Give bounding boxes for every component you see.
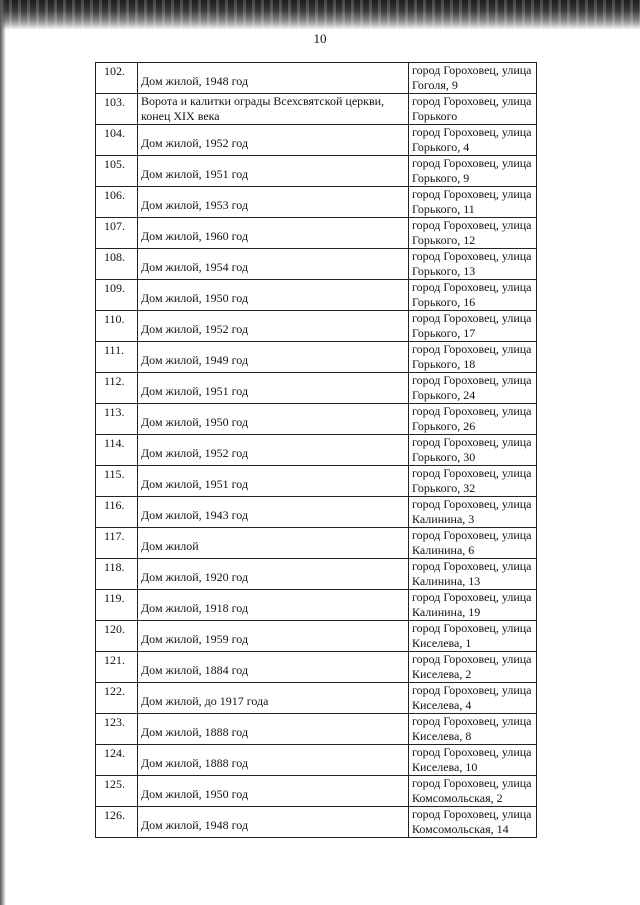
row-number-cell: 104. (96, 125, 138, 156)
table-row (96, 63, 537, 94)
row-number-cell: 114. (96, 435, 138, 466)
object-name-cell: Дом жилой, 1950 год (138, 776, 409, 807)
table-row (96, 404, 537, 435)
table-row (96, 652, 537, 683)
row-number-cell: 119. (96, 590, 138, 621)
row-number-cell: 118. (96, 559, 138, 590)
row-number-cell: 124. (96, 745, 138, 776)
object-name-cell: Дом жилой, 1951 год (138, 156, 409, 187)
address-cell: город Гороховец, улица Горького, 26 (409, 404, 537, 435)
row-number-cell: 120. (96, 621, 138, 652)
table-row (96, 342, 537, 373)
scan-shadow-left (0, 0, 6, 905)
object-name-cell: Дом жилой, 1952 год (138, 435, 409, 466)
address-cell: город Гороховец, улица Калинина, 6 (409, 528, 537, 559)
table-body (96, 63, 537, 838)
row-number-cell: 117. (96, 528, 138, 559)
row-number-cell: 108. (96, 249, 138, 280)
row-number-cell: 123. (96, 714, 138, 745)
table-row (96, 280, 537, 311)
address-cell: город Гороховец, улица Калинина, 3 (409, 497, 537, 528)
address-cell: город Гороховец, улица Комсомольская, 14 (409, 807, 537, 838)
object-name-cell: Дом жилой, 1948 год (138, 63, 409, 94)
table-row (96, 156, 537, 187)
table-row (96, 528, 537, 559)
address-cell: город Гороховец, улица Киселева, 2 (409, 652, 537, 683)
row-number-cell: 110. (96, 311, 138, 342)
row-number-cell: 115. (96, 466, 138, 497)
address-cell: город Гороховец, улица Горького, 16 (409, 280, 537, 311)
address-cell: город Гороховец, улица Калинина, 19 (409, 590, 537, 621)
address-cell: город Гороховец, улица Горького, 4 (409, 125, 537, 156)
object-name-cell: Дом жилой, до 1917 года (138, 683, 409, 714)
table-row (96, 125, 537, 156)
row-number-cell: 111. (96, 342, 138, 373)
address-cell: город Гороховец, улица Горького, 30 (409, 435, 537, 466)
row-number-cell: 105. (96, 156, 138, 187)
row-number-cell: 125. (96, 776, 138, 807)
object-name-cell: Дом жилой (138, 528, 409, 559)
object-name-cell: Дом жилой, 1920 год (138, 559, 409, 590)
table-row (96, 497, 537, 528)
address-cell: город Гороховец, улица Комсомольская, 2 (409, 776, 537, 807)
row-number-cell: 121. (96, 652, 138, 683)
address-cell: город Гороховец, улица Киселева, 10 (409, 745, 537, 776)
table-row (96, 435, 537, 466)
table-row (96, 621, 537, 652)
object-name-cell: Дом жилой, 1888 год (138, 745, 409, 776)
address-cell: город Гороховец, улица Горького, 9 (409, 156, 537, 187)
row-number-cell: 112. (96, 373, 138, 404)
table-row (96, 373, 537, 404)
table-row (96, 218, 537, 249)
address-cell: город Гороховец, улица Горького, 17 (409, 311, 537, 342)
address-cell: город Гороховец, улица Горького, 24 (409, 373, 537, 404)
address-cell: город Гороховец, улица Горького, 11 (409, 187, 537, 218)
object-name-cell: Дом жилой, 1960 год (138, 218, 409, 249)
table-row (96, 590, 537, 621)
row-number-cell: 102. (96, 63, 138, 94)
object-name-cell: Дом жилой, 1948 год (138, 807, 409, 838)
object-name-cell: Дом жилой, 1884 год (138, 652, 409, 683)
table-row (96, 559, 537, 590)
address-cell: город Гороховец, улица Горького, 13 (409, 249, 537, 280)
table-row (96, 714, 537, 745)
table-row (96, 94, 537, 125)
table-row (96, 776, 537, 807)
row-number-cell: 122. (96, 683, 138, 714)
address-cell: город Гороховец, улица Киселева, 1 (409, 621, 537, 652)
object-name-cell: Дом жилой, 1953 год (138, 187, 409, 218)
object-name-cell: Дом жилой, 1950 год (138, 280, 409, 311)
object-name-cell: Дом жилой, 1950 год (138, 404, 409, 435)
table-row (96, 466, 537, 497)
row-number-cell: 116. (96, 497, 138, 528)
row-number-cell: 109. (96, 280, 138, 311)
object-name-cell: Дом жилой, 1918 год (138, 590, 409, 621)
object-name-cell: Дом жилой, 1959 год (138, 621, 409, 652)
object-name-cell: Дом жилой, 1951 год (138, 466, 409, 497)
row-number-cell: 126. (96, 807, 138, 838)
scan-shadow-top (0, 0, 640, 30)
table-row (96, 683, 537, 714)
row-number-cell: 107. (96, 218, 138, 249)
address-cell: город Гороховец, улица Киселева, 8 (409, 714, 537, 745)
table-row (96, 311, 537, 342)
object-name-cell: Дом жилой, 1952 год (138, 311, 409, 342)
object-name-cell: Дом жилой, 1952 год (138, 125, 409, 156)
table-row (96, 249, 537, 280)
row-number-cell: 113. (96, 404, 138, 435)
row-number-cell: 106. (96, 187, 138, 218)
object-name-cell: Дом жилой, 1954 год (138, 249, 409, 280)
table-row (96, 745, 537, 776)
address-cell: город Гороховец, улица Горького, 18 (409, 342, 537, 373)
address-cell: город Гороховец, улица Горького (409, 94, 537, 125)
row-number-cell: 103. (96, 94, 138, 125)
object-name-cell: Дом жилой, 1951 год (138, 373, 409, 404)
page-number: 10 (313, 31, 327, 46)
table-row (96, 187, 537, 218)
address-cell: город Гороховец, улица Горького, 12 (409, 218, 537, 249)
address-cell: город Гороховец, улица Калинина, 13 (409, 559, 537, 590)
object-name-cell: Ворота и калитки ограды Всехсвятской церкви, конец XIX века (138, 94, 409, 125)
address-cell: город Гороховец, улица Гоголя, 9 (409, 63, 537, 94)
table-row (96, 807, 537, 838)
object-name-cell: Дом жилой, 1943 год (138, 497, 409, 528)
object-name-cell: Дом жилой, 1888 год (138, 714, 409, 745)
monuments-table (95, 62, 537, 838)
address-cell: город Гороховец, улица Киселева, 4 (409, 683, 537, 714)
object-name-cell: Дом жилой, 1949 год (138, 342, 409, 373)
address-cell: город Гороховец, улица Горького, 32 (409, 466, 537, 497)
